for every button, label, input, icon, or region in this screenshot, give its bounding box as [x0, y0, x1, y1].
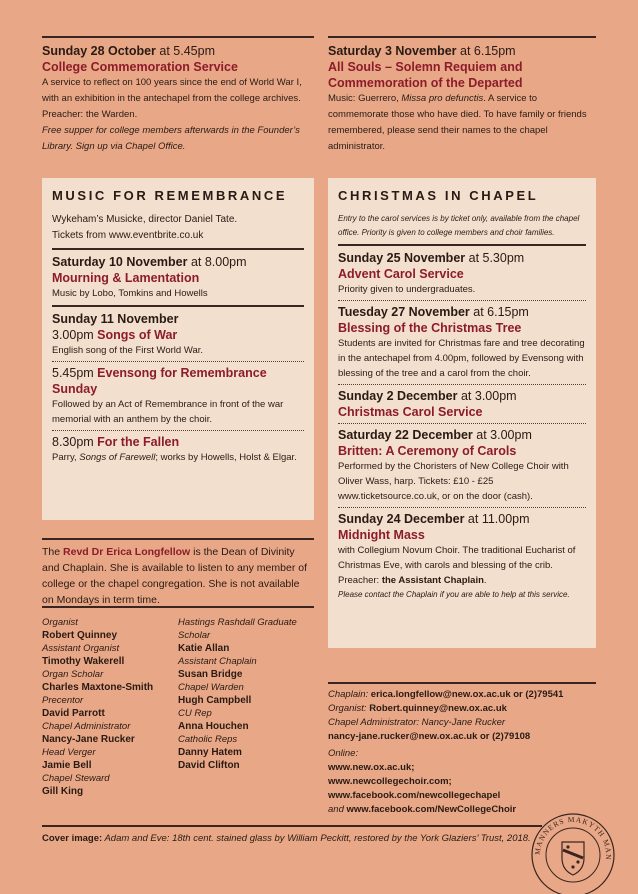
staff-name: Nancy-Jane Rucker	[42, 734, 135, 745]
website-link[interactable]: www.new.ox.ac.uk;	[328, 762, 415, 773]
staff-entry	[178, 655, 314, 681]
dean-text: The	[42, 546, 64, 558]
music-tickets: Tickets from www.eventbrite.co.uk	[52, 230, 204, 241]
event-note: Please contact the Chaplain if you are able to help at this service.	[338, 590, 570, 599]
event-date: Tuesday 27 November	[338, 305, 470, 319]
event-date: Saturday 3 November	[328, 44, 457, 58]
music-event-1	[52, 248, 304, 301]
event-date: Sunday 24 December	[338, 512, 465, 526]
contact-value[interactable]: nancy-jane.rucker@new.ox.ac.uk or (2)79108	[328, 731, 531, 742]
event-description: Students are invited for Christmas fare and tree decorating in the antechapel from 4.00pm, followed by Evensong with blessing of the tree and a carol from the choir.	[338, 338, 585, 379]
event-time: at 6.15pm	[456, 44, 516, 58]
commemoration-event	[42, 36, 314, 155]
choir-website-link[interactable]: www.newcollegechoir.com;	[328, 776, 452, 787]
event-title: All Souls – Solemn Requiem and Commemoration of the Departed	[328, 60, 523, 90]
staff-column-right	[178, 616, 314, 772]
contact-label: Chaplain:	[328, 689, 371, 700]
all-souls-event	[328, 36, 596, 155]
event-title: Advent Carol Service	[338, 267, 464, 281]
desc-part: . A service to commemorate those who have died. To have family or friends remembered, please send their names to the chapel administrator.	[328, 93, 587, 152]
event-date: Sunday 28 October	[42, 44, 156, 58]
staff-role: Head Verger	[42, 747, 96, 758]
staff-name: Robert Quinney	[42, 630, 118, 641]
staff-entry	[42, 616, 172, 642]
event-note: Free supper for college members afterwards in the Founder’s Library. Sign up via Chapel Office.	[42, 125, 300, 152]
staff-list	[42, 606, 314, 797]
facebook-choir-link[interactable]: www.facebook.com/NewCollegeChoir	[346, 804, 517, 815]
desc-bold: the Assistant Chaplain	[381, 575, 484, 586]
christmas-event-3	[338, 384, 586, 420]
facebook-chapel-link[interactable]: www.facebook.com/newcollegechapel	[328, 790, 501, 801]
contact-value[interactable]: erica.longfellow@new.ox.ac.uk or (2)79541	[370, 689, 564, 700]
and-text: and	[328, 804, 347, 815]
contact-label: Chapel Administrator: Nancy-Jane Rucker	[328, 717, 506, 728]
event-title: For the Fallen	[97, 435, 180, 449]
desc-part: .	[483, 575, 487, 586]
dean-text: is the Dean of Divinity and Chaplain. She is available to listen to any member of college or the chapel congregation. She is not available on Mondays in term time.	[42, 546, 307, 606]
contact-value[interactable]: Robert.quinney@new.ox.ac.uk	[369, 703, 507, 714]
desc-part: ; works by Howells, Holst & Elgar.	[155, 452, 297, 463]
staff-entry	[178, 759, 314, 772]
event-title: Britten: A Ceremony of Carols	[338, 444, 517, 458]
event-description: Followed by an Act of Remembrance in front of the war memorial with an anthem by the choir.	[52, 399, 284, 425]
staff-role: Chapel Warden	[178, 682, 244, 693]
online-label: Online:	[328, 748, 359, 759]
contact-label: Organist:	[328, 703, 370, 714]
staff-entry	[42, 746, 172, 772]
staff-role: CU Rep	[178, 708, 212, 719]
desc-part: with Collegium Novum Choir. The traditional Eucharist of Christmas Eve, with carols and blessing of the crib. Preacher:	[338, 545, 576, 586]
staff-entry	[42, 720, 172, 746]
seal-motto: MANNERS MAKYTH MAN	[532, 814, 614, 861]
event-title: Mourning & Lamentation	[52, 271, 200, 285]
staff-role: Organ Scholar	[42, 669, 104, 680]
event-time: at 6.15pm	[469, 305, 529, 319]
staff-name: Anna Houchen	[178, 721, 249, 732]
event-title: College Commemoration Service	[42, 60, 238, 74]
event-title: Christmas Carol Service	[338, 405, 483, 419]
event-date: Sunday 25 November	[338, 251, 466, 265]
event-time: at 3.00pm	[472, 428, 532, 442]
staff-column-left	[42, 616, 172, 798]
staff-entry	[42, 694, 172, 720]
staff-entry	[178, 681, 314, 707]
christmas-event-5	[338, 507, 586, 602]
staff-name: Jamie Bell	[42, 760, 92, 771]
staff-name: Gill King	[42, 786, 84, 797]
cover-credit	[42, 825, 542, 846]
staff-role: Precentor	[42, 695, 84, 706]
staff-role: Chapel Steward	[42, 773, 110, 784]
staff-name: Hugh Campbell	[178, 695, 252, 706]
event-time: at 11.00pm	[464, 512, 530, 526]
staff-entry	[42, 642, 172, 668]
staff-name: David Clifton	[178, 760, 240, 771]
college-seal-icon	[530, 812, 616, 894]
box-heading: CHRISTMAS IN CHAPEL	[338, 188, 539, 203]
staff-name: Susan Bridge	[178, 669, 243, 680]
staff-role: Organist	[42, 617, 78, 628]
desc-part: Parry,	[52, 452, 80, 463]
staff-entry	[42, 772, 172, 798]
event-date: Saturday 22 December	[338, 428, 473, 442]
event-time: at 5.45pm	[155, 44, 216, 58]
christmas-event-4	[338, 423, 586, 504]
music-intro: Wykeham’s Musicke, director Daniel Tate.	[52, 214, 238, 225]
contacts-block	[328, 682, 596, 817]
contact-chaplain	[328, 688, 596, 702]
desc-italic: Songs of Farewell	[79, 452, 156, 463]
staff-role: Assistant Organist	[42, 643, 120, 654]
dean-name: Revd Dr Erica Longfellow	[63, 546, 191, 558]
event-time: at 8.00pm	[187, 255, 247, 269]
event-title: Evensong for Remembrance Sunday	[52, 366, 267, 396]
staff-entry	[178, 707, 314, 733]
event-title: Blessing of the Christmas Tree	[338, 321, 522, 335]
event-time: at 5.30pm	[465, 251, 525, 265]
desc-italic: Missa pro defunctis	[401, 93, 484, 104]
event-time: 8.30pm	[52, 435, 98, 449]
staff-name: Katie Allan	[178, 643, 230, 654]
event-description: Priority given to undergraduates.	[338, 284, 476, 295]
event-time: 5.45pm	[52, 366, 98, 380]
event-date: Sunday 2 December	[338, 389, 458, 403]
event-description: English song of the First World War.	[52, 345, 204, 356]
desc-part: Music: Guerrero,	[328, 93, 402, 104]
staff-name: David Parrott	[42, 708, 105, 719]
event-date-line	[42, 43, 314, 59]
staff-entry	[178, 733, 314, 759]
staff-role: Catholic Reps	[178, 734, 238, 745]
staff-role: Hastings Rashdall Graduate Scholar	[178, 617, 297, 641]
music-for-remembrance-box	[42, 178, 314, 520]
event-date: Saturday 10 November	[52, 255, 188, 269]
event-description	[338, 543, 586, 588]
event-time: at 3.00pm	[457, 389, 517, 403]
contact-organist	[328, 702, 596, 716]
event-date-line	[328, 43, 596, 59]
event-date: Sunday 11 November	[52, 312, 179, 326]
cover-label: Cover image:	[42, 833, 103, 844]
box-heading: MUSIC FOR REMEMBRANCE	[52, 188, 288, 203]
christmas-event-1	[338, 244, 586, 297]
cover-text: Adam and Eve: 18th cent. stained glass by William Peckitt, restored by the York Glaziers’ Trust, 2018.	[102, 833, 531, 844]
christmas-event-2	[338, 300, 586, 381]
music-event-3	[52, 361, 304, 427]
staff-name: Timothy Wakerell	[42, 656, 125, 667]
staff-name: Danny Hatem	[178, 747, 242, 758]
staff-name: Charles Maxtone-Smith	[42, 682, 154, 693]
staff-role: Chapel Administrator	[42, 721, 131, 732]
christmas-in-chapel-box	[328, 178, 596, 648]
event-description: A service to reflect on 100 years since the end of World War I, with an exhibition in the antechapel from the college archives. Preacher: the Warden.	[42, 77, 302, 120]
music-event-2	[52, 305, 304, 358]
staff-role: Assistant Chaplain	[178, 656, 257, 667]
christmas-intro: Entry to the carol services is by ticket only, available from the chapel office. Priority is given to college members and choir families.	[338, 214, 580, 237]
event-title: Midnight Mass	[338, 528, 425, 542]
music-event-4	[52, 430, 304, 465]
event-description: Performed by the Choristers of New College Choir with Oliver Wass, harp. Tickets: £10 - £25 www.ticketsource.co.uk, or on the door (cash).	[338, 461, 569, 502]
event-description: Music by Lobo, Tomkins and Howells	[52, 288, 208, 299]
dean-paragraph	[42, 538, 314, 608]
event-time: 3.00pm	[52, 328, 98, 342]
event-description	[52, 450, 304, 465]
staff-entry	[178, 616, 314, 655]
event-title: Songs of War	[97, 328, 178, 342]
event-description	[328, 91, 596, 155]
staff-entry	[42, 668, 172, 694]
